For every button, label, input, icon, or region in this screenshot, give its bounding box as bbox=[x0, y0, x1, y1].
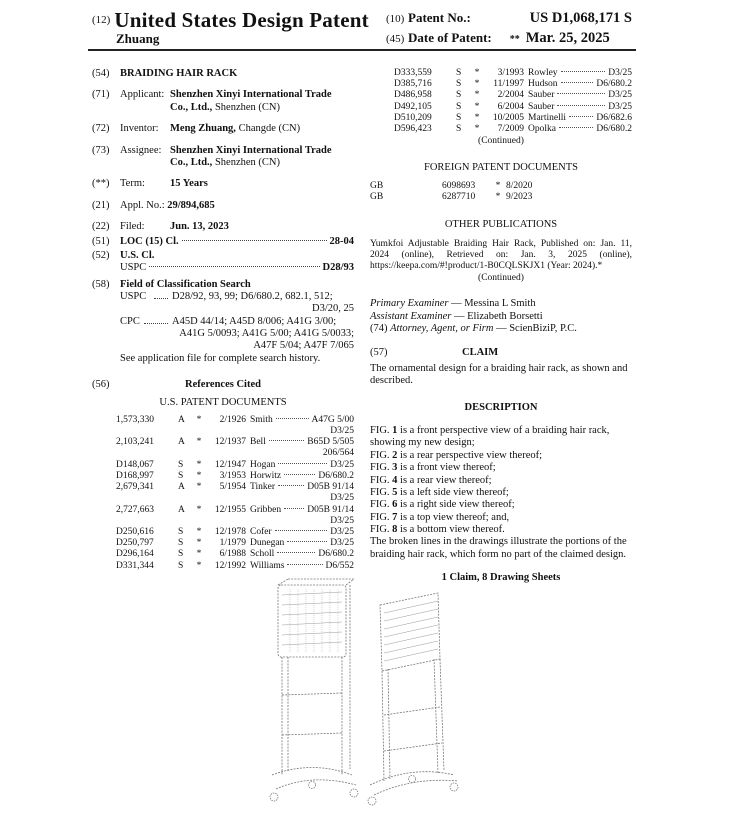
inventor-label: Inventor: bbox=[120, 123, 159, 135]
us-patent-row bbox=[116, 482, 354, 493]
leader-dots bbox=[287, 564, 322, 565]
us-patent-row bbox=[116, 471, 354, 482]
fig-text: is a front view thereof; bbox=[397, 462, 496, 474]
field-code: (56) bbox=[92, 379, 110, 391]
leader-dots bbox=[561, 71, 606, 72]
leader-dots bbox=[144, 316, 168, 324]
claims-summary: 1 Claim, 8 Drawing Sheets bbox=[441, 572, 561, 584]
kind-code-cell: S bbox=[456, 112, 462, 123]
class-cell: D6/680.2 bbox=[596, 124, 632, 135]
date-cell: 1/1979 bbox=[219, 538, 246, 549]
left-column bbox=[92, 68, 354, 572]
examiner-cited-star: * bbox=[495, 192, 501, 202]
patent-number-cell: D385,716 bbox=[394, 79, 432, 90]
fig-label: FIG. bbox=[370, 486, 393, 498]
name-cell: Opolka bbox=[528, 124, 556, 135]
kind-code-cell: A bbox=[178, 504, 185, 515]
country-cell: GB bbox=[370, 192, 384, 202]
patent-number-cell: D492,105 bbox=[394, 101, 432, 112]
continued-note: (Continued) bbox=[478, 273, 524, 284]
fig-number: 2 bbox=[392, 449, 398, 461]
patent-no-code: (10) bbox=[386, 13, 405, 25]
examiner-cited-star: * bbox=[474, 101, 480, 112]
fig-text: is a rear perspective view thereof; bbox=[397, 449, 543, 461]
fs-uspc-line1: D28/92, 93, 99; D6/680.2, 682.1, 512; bbox=[172, 290, 333, 302]
kind-code-cell: S bbox=[178, 560, 184, 571]
leader-dots bbox=[278, 463, 327, 464]
examiner-cited-star: * bbox=[474, 90, 480, 101]
fig-number: 1 bbox=[392, 425, 398, 437]
fig-text: is a front perspective view of a braiding hair rack, showing my new design; bbox=[370, 425, 610, 449]
patent-number-cell: D296,164 bbox=[116, 549, 154, 560]
examiner-cited-star: * bbox=[196, 526, 202, 537]
field-code: (73) bbox=[92, 144, 110, 156]
field-code: (21) bbox=[92, 199, 110, 211]
class-cell-continued: 206/564 bbox=[322, 448, 354, 459]
name-cell: Cofer bbox=[250, 526, 272, 537]
date-cell: 8/2020 bbox=[506, 180, 533, 191]
patent-number-cell: D148,067 bbox=[116, 459, 154, 470]
applicant-name-line1: Shenzhen Xinyi International Trade bbox=[170, 89, 332, 101]
class-cell-continued: D3/25 bbox=[330, 515, 354, 526]
fs-cpc-line3: A47F 5/04; A47F 7/065 bbox=[253, 340, 354, 352]
class-cell: B65D 5/505 bbox=[307, 437, 354, 448]
field-code: (71) bbox=[92, 89, 110, 101]
applicant-location: Shenzhen (CN) bbox=[214, 101, 280, 113]
search-history-note: See application file for complete search history. bbox=[120, 352, 321, 364]
assignee-field bbox=[92, 145, 354, 170]
applicant-field bbox=[92, 89, 354, 114]
name-cell: Horwitz bbox=[250, 470, 282, 481]
loc-value: 28-04 bbox=[329, 236, 354, 248]
us-patent-row bbox=[394, 113, 632, 124]
leader-dots bbox=[278, 485, 304, 486]
examiners-block bbox=[370, 298, 632, 335]
us-patent-row bbox=[394, 102, 632, 113]
leader-dots bbox=[275, 530, 328, 531]
date-cell: 7/2009 bbox=[497, 124, 524, 135]
us-patent-row bbox=[116, 460, 354, 471]
examiner-cited-star: * bbox=[196, 538, 202, 549]
name-cell: Rowley bbox=[528, 68, 558, 78]
kind-code-cell: S bbox=[178, 549, 184, 560]
figure-description bbox=[370, 512, 632, 524]
class-cell: D05B 91/14 bbox=[307, 504, 354, 515]
name-cell: Gribben bbox=[250, 504, 282, 515]
date-code: (45) bbox=[386, 33, 405, 45]
primary-examiner: — Messina L Smith bbox=[451, 298, 536, 310]
field-code: (74) bbox=[370, 323, 388, 335]
appl-no-label: Appl. No.: bbox=[120, 199, 165, 211]
figure-list bbox=[370, 425, 632, 536]
date-cell: 2/1926 bbox=[219, 414, 246, 425]
leader-dots bbox=[287, 541, 327, 542]
name-cell: Scholl bbox=[250, 549, 275, 560]
examiner-cited-star: * bbox=[196, 504, 202, 515]
us-cl-field bbox=[92, 250, 354, 275]
filed-date: Jun. 13, 2023 bbox=[170, 221, 229, 232]
class-cell: D05B 91/14 bbox=[307, 482, 354, 493]
patent-number-cell: D333,559 bbox=[394, 68, 432, 78]
figure-description bbox=[370, 462, 632, 474]
foreign-patent-docs-heading: FOREIGN PATENT DOCUMENTS bbox=[423, 162, 579, 174]
class-cell: D6/680.2 bbox=[318, 470, 354, 481]
class-cell: D3/25 bbox=[330, 538, 354, 549]
fs-cpc-line1: A45D 44/14; A45D 8/006; A41G 3/00; bbox=[172, 315, 337, 327]
patent-no-label: Patent No.: bbox=[408, 10, 471, 25]
loc-field bbox=[92, 236, 354, 248]
claim-heading-row bbox=[370, 347, 632, 359]
us-patent-row bbox=[116, 549, 354, 560]
patent-number-cell: D168,997 bbox=[116, 470, 154, 481]
date-cell: 10/2005 bbox=[492, 112, 524, 123]
class-cell: D3/25 bbox=[608, 68, 632, 78]
kind-code-cell: A bbox=[178, 437, 185, 448]
patent-number-block bbox=[386, 10, 632, 50]
us-patent-table bbox=[116, 415, 354, 572]
us-patent-row bbox=[394, 68, 632, 79]
us-patent-row bbox=[394, 79, 632, 90]
appl-no-field bbox=[92, 200, 354, 212]
fig-label: FIG. bbox=[370, 462, 393, 474]
examiner-cited-star: * bbox=[196, 549, 202, 560]
attorney-firm: — ScienBiziP, P.C. bbox=[496, 323, 577, 335]
fig-number: 3 bbox=[392, 462, 398, 474]
name-cell: Tinker bbox=[250, 482, 275, 493]
applicant-label: Applicant: bbox=[120, 89, 165, 101]
date-cell: 12/1978 bbox=[214, 526, 246, 537]
continued-note: (Continued) bbox=[478, 136, 524, 147]
examiner-cited-star: * bbox=[474, 68, 480, 78]
field-code: (58) bbox=[92, 278, 110, 290]
patent-date: Mar. 25, 2025 bbox=[525, 30, 610, 46]
term-value: 15 Years bbox=[170, 178, 208, 190]
rack-front-perspective bbox=[270, 579, 358, 801]
kind-code-cell: S bbox=[178, 526, 184, 537]
date-cell: 2/2004 bbox=[497, 90, 524, 101]
kind-code-cell: S bbox=[456, 90, 462, 101]
leader-dots bbox=[284, 508, 304, 509]
patent-number-cell: 1,573,330 bbox=[116, 414, 154, 425]
examiner-cited-star: * bbox=[196, 437, 202, 448]
date-cell: 3/1953 bbox=[219, 470, 246, 481]
classification-search-field bbox=[92, 279, 354, 366]
assignee-name-line1: Shenzhen Xinyi International Trade bbox=[170, 144, 332, 156]
design-title: BRAIDING HAIR RACK bbox=[120, 68, 238, 79]
assistant-examiner: — Elizabeth Borsetti bbox=[454, 310, 543, 322]
patent-number-cell: D250,797 bbox=[116, 538, 154, 549]
us-patent-table-continued bbox=[394, 68, 632, 135]
fig-label: FIG. bbox=[370, 425, 393, 437]
foreign-patent-row bbox=[370, 192, 632, 203]
leader-dots bbox=[149, 266, 319, 267]
fig-text: is a right side view thereof; bbox=[397, 499, 515, 511]
foreign-patent-row bbox=[370, 181, 632, 192]
name-cell: Hudson bbox=[528, 79, 558, 90]
name-cell: Martinelli bbox=[528, 112, 566, 123]
patent-number-cell: D596,423 bbox=[394, 124, 432, 135]
inventor-name: Meng Zhuang, bbox=[170, 123, 236, 135]
loc-label: LOC (15) Cl. bbox=[120, 236, 179, 248]
name-cell: Sauber bbox=[528, 101, 555, 112]
claim-text: The ornamental design for a braiding hair rack, as shown and described. bbox=[370, 362, 628, 387]
right-column bbox=[370, 68, 632, 585]
filed-label: Filed: bbox=[120, 221, 145, 232]
design-drawing bbox=[262, 575, 462, 810]
figure-description bbox=[370, 450, 632, 462]
kind-code-cell: A bbox=[178, 414, 185, 425]
figure-description bbox=[370, 499, 632, 511]
fig-text: is a bottom view thereof. bbox=[397, 524, 505, 536]
fig-text: is a top view thereof; and, bbox=[397, 511, 510, 523]
leader-dots bbox=[561, 82, 594, 83]
patent-number-cell: 6098693 bbox=[442, 180, 476, 191]
field-code: (51) bbox=[92, 236, 110, 248]
fig-label: FIG. bbox=[370, 499, 393, 511]
patent-number-cell: D331,344 bbox=[116, 560, 154, 571]
fig-text: is a left side view thereof; bbox=[397, 486, 509, 498]
references-heading: References Cited bbox=[185, 379, 261, 391]
kind-code-cell: S bbox=[456, 79, 462, 90]
us-patent-row bbox=[116, 415, 354, 426]
class-cell: D6/552 bbox=[325, 560, 354, 571]
us-patent-row bbox=[394, 124, 632, 135]
description-heading: DESCRIPTION bbox=[464, 401, 538, 413]
examiner-cited-star: * bbox=[196, 482, 202, 493]
inventor-field bbox=[92, 123, 354, 135]
figure-description bbox=[370, 425, 632, 450]
leader-dots bbox=[276, 418, 309, 419]
applicant-name-line2: Co., Ltd., bbox=[170, 101, 213, 113]
us-cl-label: U.S. Cl. bbox=[120, 249, 155, 261]
leader-dots bbox=[269, 440, 304, 441]
term-label: Term: bbox=[120, 178, 145, 190]
us-patent-row bbox=[116, 527, 354, 538]
leader-dots bbox=[182, 240, 327, 241]
examiner-cited-star: * bbox=[474, 112, 480, 123]
assignee-location: Shenzhen (CN) bbox=[214, 156, 280, 168]
us-patent-docs-heading: U.S. PATENT DOCUMENTS bbox=[159, 396, 287, 408]
date-cell: 9/2023 bbox=[506, 192, 533, 202]
assignee-label: Assignee: bbox=[120, 144, 162, 156]
country-cell: GB bbox=[370, 180, 384, 191]
examiner-cited-star: * bbox=[474, 79, 480, 90]
figure-description bbox=[370, 475, 632, 487]
examiner-cited-star: * bbox=[196, 459, 202, 470]
fs-cpc-line2: A41G 5/0093; A41G 5/00; A41G 5/0033; bbox=[179, 328, 354, 339]
fig-label: FIG. bbox=[370, 524, 393, 536]
assistant-examiner-label: Assistant Examiner bbox=[370, 310, 452, 322]
date-cell: 12/1937 bbox=[214, 437, 246, 448]
date-cell: 3/1993 bbox=[497, 68, 524, 78]
fig-number: 6 bbox=[392, 499, 398, 511]
figure-description bbox=[370, 524, 632, 536]
term-field bbox=[92, 178, 354, 190]
class-cell: D6/680.2 bbox=[318, 549, 354, 560]
leader-dots bbox=[569, 116, 593, 117]
fig-number: 5 bbox=[392, 486, 398, 498]
us-patent-row bbox=[116, 437, 354, 448]
rack-rear-perspective bbox=[368, 593, 458, 805]
class-cell: D3/25 bbox=[330, 459, 354, 470]
date-cell: 12/1947 bbox=[214, 459, 246, 470]
attorney-label: Attorney, Agent, or Firm bbox=[390, 323, 494, 335]
title-field bbox=[92, 68, 354, 80]
name-cell: Sauber bbox=[528, 90, 555, 101]
patent-number-cell: D486,958 bbox=[394, 90, 432, 101]
appl-no-value: 29/894,685 bbox=[167, 199, 215, 211]
other-publications-heading: OTHER PUBLICATIONS bbox=[444, 219, 558, 231]
broken-lines-note: The broken lines in the drawings illustrate the portions of the braiding hair rack, which form no part of the claimed design. bbox=[370, 536, 627, 560]
patent-type-title: United States Design Patent bbox=[114, 8, 369, 32]
fs-uspc-label: USPC bbox=[120, 290, 147, 302]
patent-number: US D1,068,171 S bbox=[529, 10, 632, 26]
patent-header-title bbox=[92, 8, 369, 33]
fs-cpc-label: CPC bbox=[120, 315, 140, 327]
field-code: (**) bbox=[92, 178, 110, 190]
patent-number-cell: 6287710 bbox=[442, 192, 476, 202]
figure-description bbox=[370, 487, 632, 499]
date-cell: 6/2004 bbox=[497, 101, 524, 112]
patent-number-cell: D510,209 bbox=[394, 112, 432, 123]
leader-dots bbox=[277, 552, 315, 553]
fig-number: 8 bbox=[392, 524, 398, 536]
header-rule bbox=[88, 49, 636, 51]
us-patent-row bbox=[116, 505, 354, 516]
uspc-value: D28/93 bbox=[322, 262, 354, 274]
kind-code-cell: S bbox=[178, 470, 184, 481]
field-code: (72) bbox=[92, 123, 110, 135]
name-cell: Hogan bbox=[250, 459, 276, 470]
inventor-surname: Zhuang bbox=[116, 31, 160, 46]
class-cell: D6/682.6 bbox=[596, 112, 632, 123]
header-code: (12) bbox=[92, 14, 111, 26]
name-cell: Williams bbox=[250, 560, 285, 571]
kind-code-cell: S bbox=[456, 101, 462, 112]
class-cell-continued: D3/25 bbox=[330, 426, 354, 437]
class-cell: D3/25 bbox=[608, 90, 632, 101]
filed-field bbox=[92, 221, 354, 233]
date-cell: 11/1997 bbox=[493, 79, 524, 90]
class-cell: D3/25 bbox=[330, 526, 354, 537]
patent-number-cell: 2,727,663 bbox=[116, 504, 154, 515]
kind-code-cell: A bbox=[178, 482, 185, 493]
us-patent-row bbox=[116, 561, 354, 572]
field-code: (54) bbox=[92, 68, 110, 79]
patent-number-cell: D250,616 bbox=[116, 526, 154, 537]
field-code: (22) bbox=[92, 221, 110, 232]
examiner-cited-star: * bbox=[196, 560, 202, 571]
references-field bbox=[92, 379, 354, 391]
us-patent-row bbox=[394, 90, 632, 101]
name-cell: Dunegan bbox=[250, 538, 285, 549]
field-code: (57) bbox=[370, 346, 388, 358]
fig-label: FIG. bbox=[370, 449, 393, 461]
date-cell: 12/1955 bbox=[214, 504, 246, 515]
date-stars: ** bbox=[509, 34, 520, 45]
uspc-label: USPC bbox=[120, 262, 147, 274]
date-label: Date of Patent: bbox=[408, 30, 492, 45]
kind-code-cell: S bbox=[456, 124, 462, 135]
date-cell: 12/1992 bbox=[214, 560, 246, 571]
class-cell: D3/25 bbox=[608, 101, 632, 112]
examiner-cited-star: * bbox=[495, 180, 501, 191]
leader-dots bbox=[557, 105, 605, 106]
leader-dots bbox=[559, 127, 593, 128]
examiner-cited-star: * bbox=[474, 124, 480, 135]
kind-code-cell: S bbox=[178, 538, 184, 549]
foreign-patent-table bbox=[370, 181, 632, 203]
leader-dots bbox=[154, 291, 168, 299]
class-cell: A47G 5/00 bbox=[311, 414, 354, 425]
classification-search-label: Field of Classification Search bbox=[120, 278, 251, 290]
other-publication-citation: Yumkfoi Adjustable Braiding Hair Rack, Published on: Jan. 11, 2024 (online), Retrieved on: Jan. 3, 2025 (online), https://keepa.com/#!product/1-B0CQLSKJX1 (Year: 2024).* bbox=[370, 238, 632, 271]
patent-number-cell: 2,103,241 bbox=[116, 437, 154, 448]
name-cell: Bell bbox=[250, 437, 266, 448]
date-cell: 6/1988 bbox=[219, 549, 246, 560]
class-cell-continued: D3/25 bbox=[330, 493, 354, 504]
field-code: (52) bbox=[92, 249, 110, 261]
us-patent-row bbox=[116, 538, 354, 549]
class-cell: D6/680.2 bbox=[596, 79, 632, 90]
assignee-name-line2: Co., Ltd., bbox=[170, 156, 213, 168]
fig-label: FIG. bbox=[370, 474, 393, 486]
patent-number-cell: 2,679,341 bbox=[116, 482, 154, 493]
name-cell: Smith bbox=[250, 414, 273, 425]
fig-number: 7 bbox=[392, 511, 398, 523]
kind-code-cell: S bbox=[456, 68, 462, 78]
fig-number: 4 bbox=[392, 474, 398, 486]
kind-code-cell: S bbox=[178, 459, 184, 470]
fig-text: is a rear view thereof; bbox=[397, 474, 492, 486]
examiner-cited-star: * bbox=[196, 414, 202, 425]
inventor-location: Changde (CN) bbox=[238, 123, 301, 135]
fig-label: FIG. bbox=[370, 511, 393, 523]
date-cell: 5/1954 bbox=[219, 482, 246, 493]
leader-dots bbox=[284, 474, 315, 475]
fs-uspc-line2: D3/20, 25 bbox=[312, 303, 354, 315]
examiner-cited-star: * bbox=[196, 470, 202, 481]
leader-dots bbox=[557, 93, 605, 94]
claim-heading: CLAIM bbox=[462, 346, 499, 358]
primary-examiner-label: Primary Examiner bbox=[370, 298, 449, 310]
